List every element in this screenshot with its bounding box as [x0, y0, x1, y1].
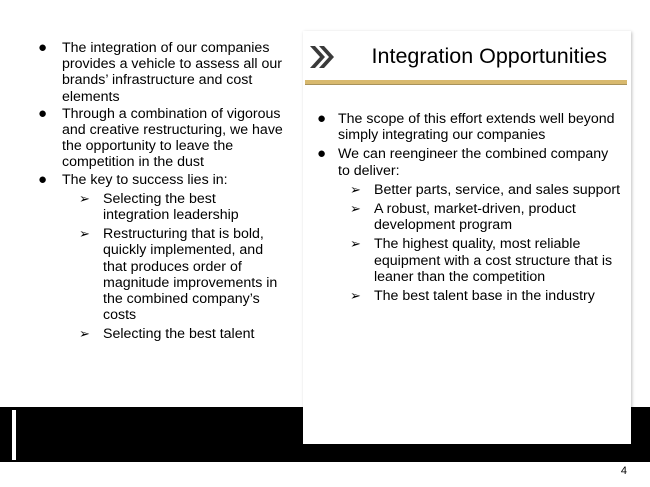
left-sub-bullet-3-text: Selecting the best talent — [103, 326, 255, 343]
arrow-bullet-icon: ➢ — [350, 181, 361, 197]
left-bullet-3 — [34, 172, 284, 343]
card-bullet-2 — [313, 146, 621, 304]
card-bullet-1 — [313, 111, 621, 143]
left-sub-list — [75, 191, 284, 343]
card-bullet-2-text: We can reengineer the combined company to deliver: — [338, 146, 609, 179]
bullet-dot-icon: ● — [317, 110, 327, 127]
page-number: 4 — [620, 465, 627, 477]
left-sub-bullet-3 — [75, 326, 284, 342]
title-card — [303, 31, 631, 444]
left-bullet-2 — [34, 106, 284, 171]
footer-bar-tick — [12, 410, 16, 460]
left-sub-bullet-2-text: Restructuring that is bold, quickly implemented, and that produces order of magnitude improvements in the combined company’s costs — [103, 226, 278, 324]
card-bullet-list — [313, 111, 621, 304]
title-underline — [305, 80, 627, 85]
card-sub-bullet-1-text: Better parts, service, and sales support — [374, 181, 621, 198]
left-bullet-1 — [34, 40, 284, 105]
left-content — [34, 40, 284, 344]
card-sub-bullet-3 — [346, 236, 621, 285]
arrow-bullet-icon: ➢ — [79, 226, 90, 242]
arrow-bullet-icon: ➢ — [79, 326, 90, 342]
arrow-bullet-icon: ➢ — [350, 288, 361, 304]
left-bullet-list — [34, 40, 284, 343]
card-sub-bullet-2 — [346, 201, 621, 233]
slide-title: Integration Opportunities — [371, 44, 607, 68]
left-sub-bullet-2 — [75, 226, 284, 323]
card-content — [313, 111, 621, 307]
card-sub-bullet-2-text: A robust, market-driven, product development program — [374, 201, 576, 234]
left-sub-bullet-1-text: Selecting the best integration leadership — [103, 190, 239, 224]
card-sub-bullet-3-text: The highest quality, most reliable equipment with a cost structure that is leaner than the competition — [374, 236, 613, 285]
arrow-bullet-icon: ➢ — [79, 190, 90, 206]
card-bullet-1-text: The scope of this effort extends well beyond simply integrating our companies — [338, 111, 615, 144]
card-sub-bullet-4 — [346, 288, 621, 304]
arrow-bullet-icon: ➢ — [350, 201, 361, 217]
arrow-bullet-icon: ➢ — [350, 236, 361, 252]
left-bullet-2-text: Through a combination of vigorous and creative restructuring, we have the opportunity to leave the competition in the dust — [62, 105, 283, 171]
bullet-dot-icon: ● — [38, 170, 48, 188]
card-sub-list — [346, 182, 621, 304]
left-bullet-1-text: The integration of our companies provides a vehicle to assess all our brands’ infrastructure and cost elements — [62, 40, 283, 105]
card-sub-bullet-1 — [346, 182, 621, 198]
left-sub-bullet-1 — [75, 191, 284, 223]
bullet-dot-icon: ● — [317, 145, 327, 163]
bullet-dot-icon: ● — [38, 104, 48, 122]
card-sub-bullet-4-text: The best talent base in the industry — [374, 288, 595, 305]
left-bullet-3-text: The key to success lies in: — [62, 171, 228, 188]
bullet-dot-icon: ● — [38, 39, 48, 56]
